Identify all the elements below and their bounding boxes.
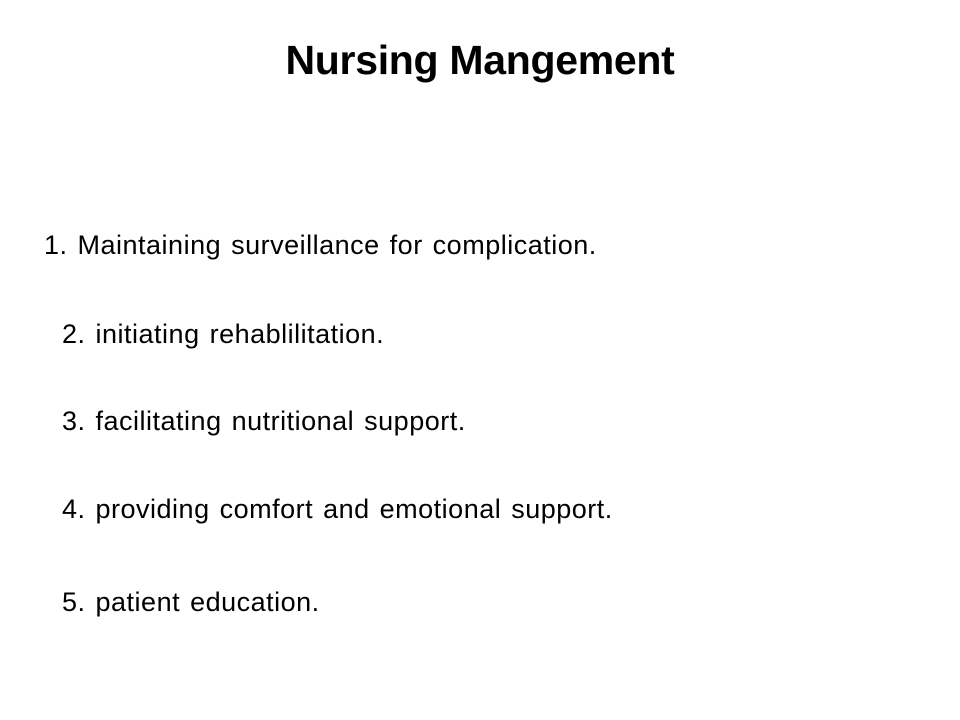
list-item: 3. facilitating nutritional support. — [62, 406, 466, 436]
slide-title: Nursing Mangement — [285, 37, 675, 83]
list-item: 4. providing comfort and emotional support. — [62, 494, 613, 524]
list-item: 1. Maintaining surveillance for complication. — [44, 230, 597, 260]
list-item: 5. patient education. — [62, 587, 320, 617]
list-item: 2. initiating rehablilitation. — [62, 319, 385, 349]
